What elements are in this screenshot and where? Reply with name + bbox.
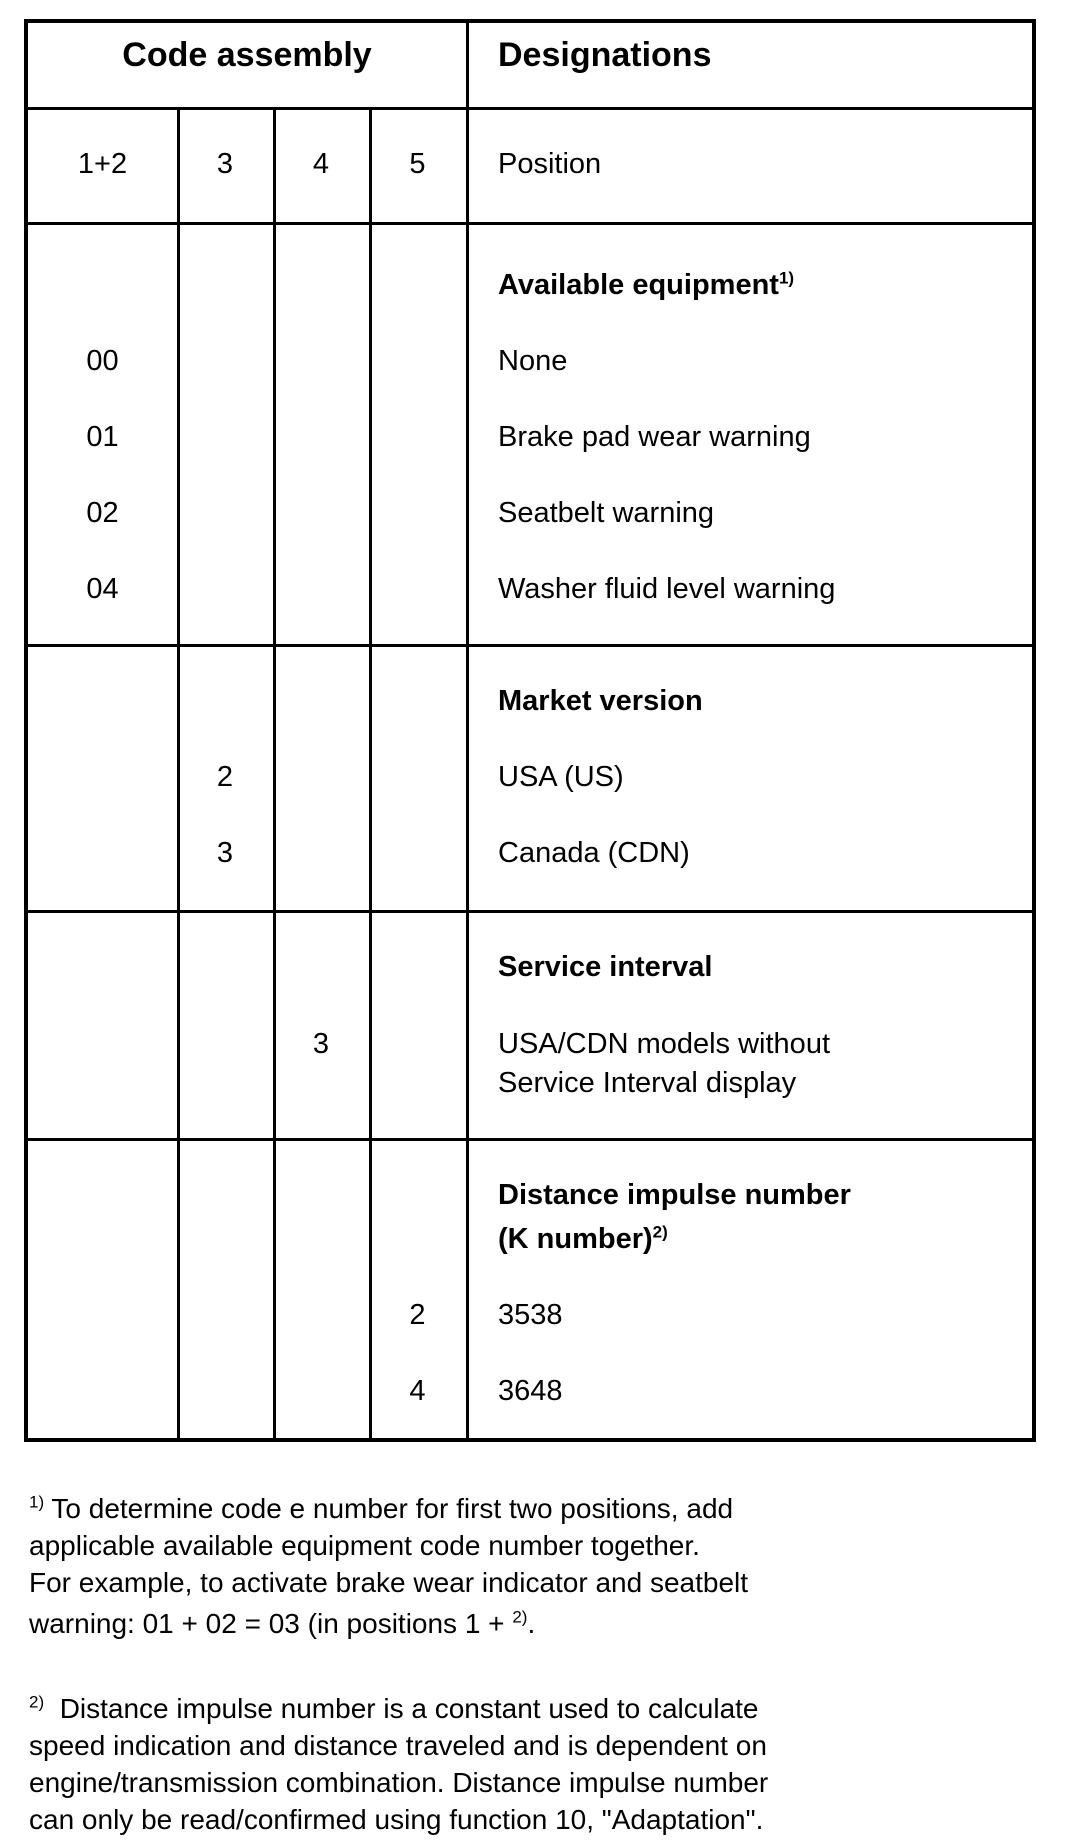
position-4: 4 — [312, 148, 330, 180]
market-designation: Canada (CDN) — [498, 837, 690, 869]
equipment-designation: Seatbelt warning — [498, 497, 715, 529]
footnote-1-line2: applicable available equipment code number together. — [29, 1530, 700, 1561]
market-code: 2 — [216, 761, 234, 793]
k-designation: 3648 — [498, 1375, 563, 1407]
equipment-designation: Washer fluid level warning — [498, 573, 836, 605]
position-label: Position — [498, 148, 602, 180]
equipment-code: 02 — [86, 497, 119, 529]
equipment-designation: Brake pad wear warning — [498, 421, 811, 453]
k-code: 2 — [409, 1299, 426, 1331]
designations-header: Designations — [498, 36, 712, 74]
footnote-ref: 2) — [652, 1222, 668, 1242]
position-1-2: 1+2 — [77, 148, 128, 180]
footnote-ref: 2) — [512, 1607, 528, 1627]
section-title-text: (K number) — [498, 1223, 653, 1255]
section-title-text: Available equipment — [498, 269, 779, 301]
code-assembly-header: Code assembly — [122, 36, 372, 74]
footnote-text: warning: 01 + 02 = 03 (in positions 1 + — [29, 1608, 513, 1639]
equipment-code: 01 — [86, 421, 119, 453]
position-5: 5 — [409, 148, 426, 180]
equipment-designation: None — [498, 345, 568, 377]
section-title-k-number — [498, 1222, 668, 1256]
k-designation: 3538 — [498, 1299, 563, 1331]
k-code: 4 — [409, 1375, 426, 1407]
footnote-text: Distance impulse number is a constant used to calculate — [59, 1693, 759, 1724]
footnote-text: . — [527, 1608, 536, 1639]
position-3: 3 — [216, 148, 234, 180]
service-code: 3 — [312, 1028, 330, 1060]
footnote-1-line3: For example, to activate brake wear indicator and seatbelt — [29, 1567, 749, 1598]
footnote-ref: 1) — [778, 268, 795, 288]
service-designation-line2: Service Interval display — [498, 1067, 797, 1099]
market-designation: USA (US) — [498, 761, 624, 793]
column-divider — [466, 23, 469, 1438]
footnote-2-line2: speed indication and distance traveled and is dependent on — [29, 1730, 767, 1761]
section-title-market-version: Market version — [498, 685, 703, 717]
footnote-2-line1 — [29, 1690, 759, 1727]
footnote-marker: 1) — [29, 1492, 45, 1512]
section-title-distance-impulse: Distance impulse number — [498, 1179, 851, 1211]
equipment-code: 00 — [86, 345, 119, 377]
footnote-marker: 2) — [29, 1692, 45, 1712]
section-title-service-interval: Service interval — [498, 951, 713, 983]
code-assembly-table — [24, 19, 1036, 1442]
footnote-2-line4: can only be read/confirmed using function 10, "Adaptation". — [29, 1804, 764, 1835]
footnote-1-line1 — [29, 1490, 733, 1527]
service-designation-line1: USA/CDN models without — [498, 1028, 830, 1060]
equipment-code: 04 — [86, 573, 119, 605]
footnote-text: To determine code e number for first two positions, add — [51, 1493, 734, 1524]
column-divider — [273, 107, 276, 1438]
footnote-1-line4 — [29, 1605, 535, 1642]
column-divider — [369, 107, 372, 1438]
section-title-available-equipment — [498, 268, 794, 302]
footnote-2-line3: engine/transmission combination. Distance impulse number — [29, 1767, 769, 1798]
market-code: 3 — [216, 837, 234, 869]
